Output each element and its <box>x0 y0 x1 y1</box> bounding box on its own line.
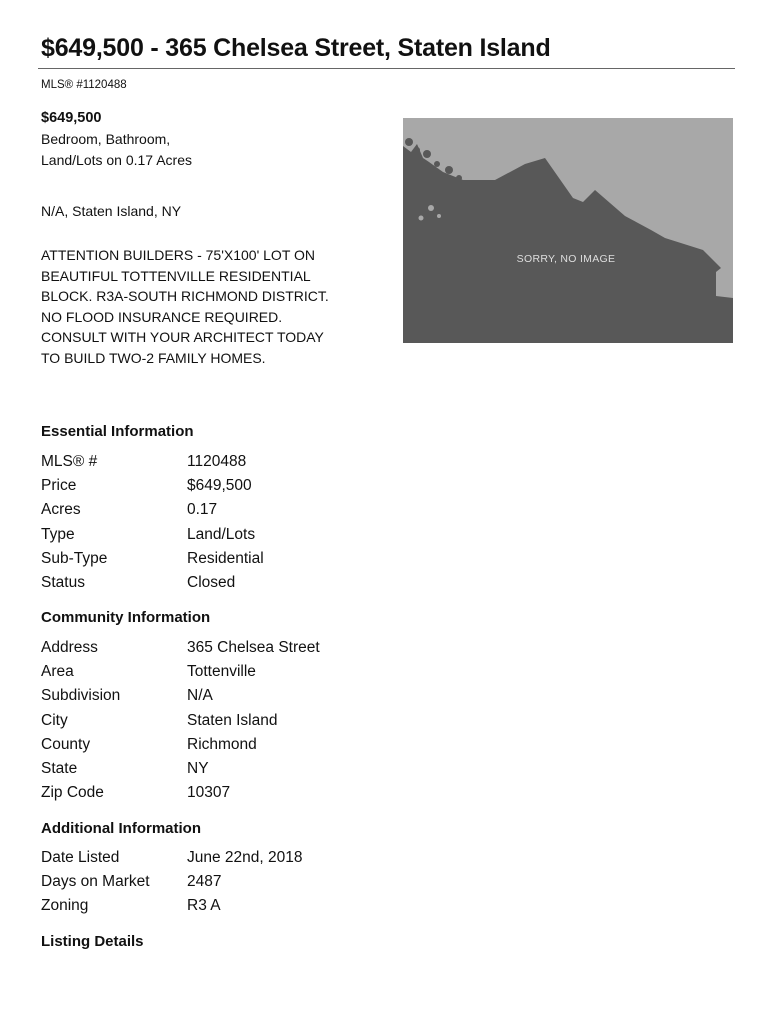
description-line: TO BUILD TWO-2 FAMILY HOMES. <box>41 349 266 366</box>
info-label: Price <box>41 477 77 495</box>
info-value: NY <box>187 759 209 777</box>
info-label: Zip Code <box>41 784 104 802</box>
listing-description <box>41 245 381 369</box>
essential-info-heading: Essential Information <box>41 423 194 440</box>
info-label: Status <box>41 573 85 591</box>
info-value: 365 Chelsea Street <box>187 639 320 656</box>
info-label: State <box>41 759 78 777</box>
info-value: 2487 <box>187 873 222 891</box>
info-label: Zoning <box>41 897 89 915</box>
description-line: BEAUTIFUL TOTTENVILLE RESIDENTIAL <box>41 267 311 284</box>
info-label: Sub-Type <box>41 549 108 567</box>
description-line: BLOCK. R3A-SOUTH RICHMOND DISTRICT. <box>41 288 329 305</box>
info-label: Days on Market <box>41 873 150 891</box>
description-line: NO FLOOD INSURANCE REQUIRED. <box>41 308 283 325</box>
info-value: N/A <box>187 687 213 705</box>
info-value: 0.17 <box>187 501 218 519</box>
info-value: $649,500 <box>187 477 252 495</box>
bed-bath-line: Bedroom, Bathroom, <box>41 131 171 147</box>
info-label: City <box>41 711 68 729</box>
additional-info-heading: Additional Information <box>41 820 201 837</box>
info-label: Address <box>41 639 98 656</box>
type-acres-line: Land/Lots on 0.17 Acres <box>41 152 192 168</box>
info-value: 10307 <box>187 784 231 802</box>
info-value: 1120488 <box>187 453 247 470</box>
community-info-heading: Community Information <box>41 609 211 626</box>
info-value: Richmond <box>187 735 257 753</box>
mls-number-line: MLS® #1120488 <box>41 79 127 91</box>
info-value: R3 A <box>187 897 221 915</box>
info-label: Acres <box>41 501 81 519</box>
listing-details-heading: Listing Details <box>41 933 144 950</box>
description-line: ATTENTION BUILDERS - 75'X100' LOT ON <box>41 247 316 263</box>
info-label: MLS® # <box>41 453 98 470</box>
price-heading: $649,500 <box>41 110 102 126</box>
page-title: $649,500 - 365 Chelsea Street, Staten Island <box>41 34 551 62</box>
info-label: Area <box>41 663 74 681</box>
location-line: N/A, Staten Island, NY <box>41 203 182 219</box>
info-value: Land/Lots <box>187 525 256 543</box>
title-divider <box>38 68 735 69</box>
info-label: Subdivision <box>41 687 121 705</box>
description-line: CONSULT WITH YOUR ARCHITECT TODAY <box>41 329 324 346</box>
info-value: Staten Island <box>187 711 278 729</box>
info-label: Type <box>41 525 75 543</box>
no-image-text: SORRY, NO IMAGE <box>516 253 616 265</box>
info-value: Residential <box>187 549 264 567</box>
info-value: Closed <box>187 573 236 591</box>
info-value: Tottenville <box>187 663 256 681</box>
info-label: County <box>41 735 91 753</box>
info-label: Date Listed <box>41 849 120 866</box>
property-photo-placeholder <box>403 118 733 343</box>
info-value: June 22nd, 2018 <box>187 849 303 866</box>
